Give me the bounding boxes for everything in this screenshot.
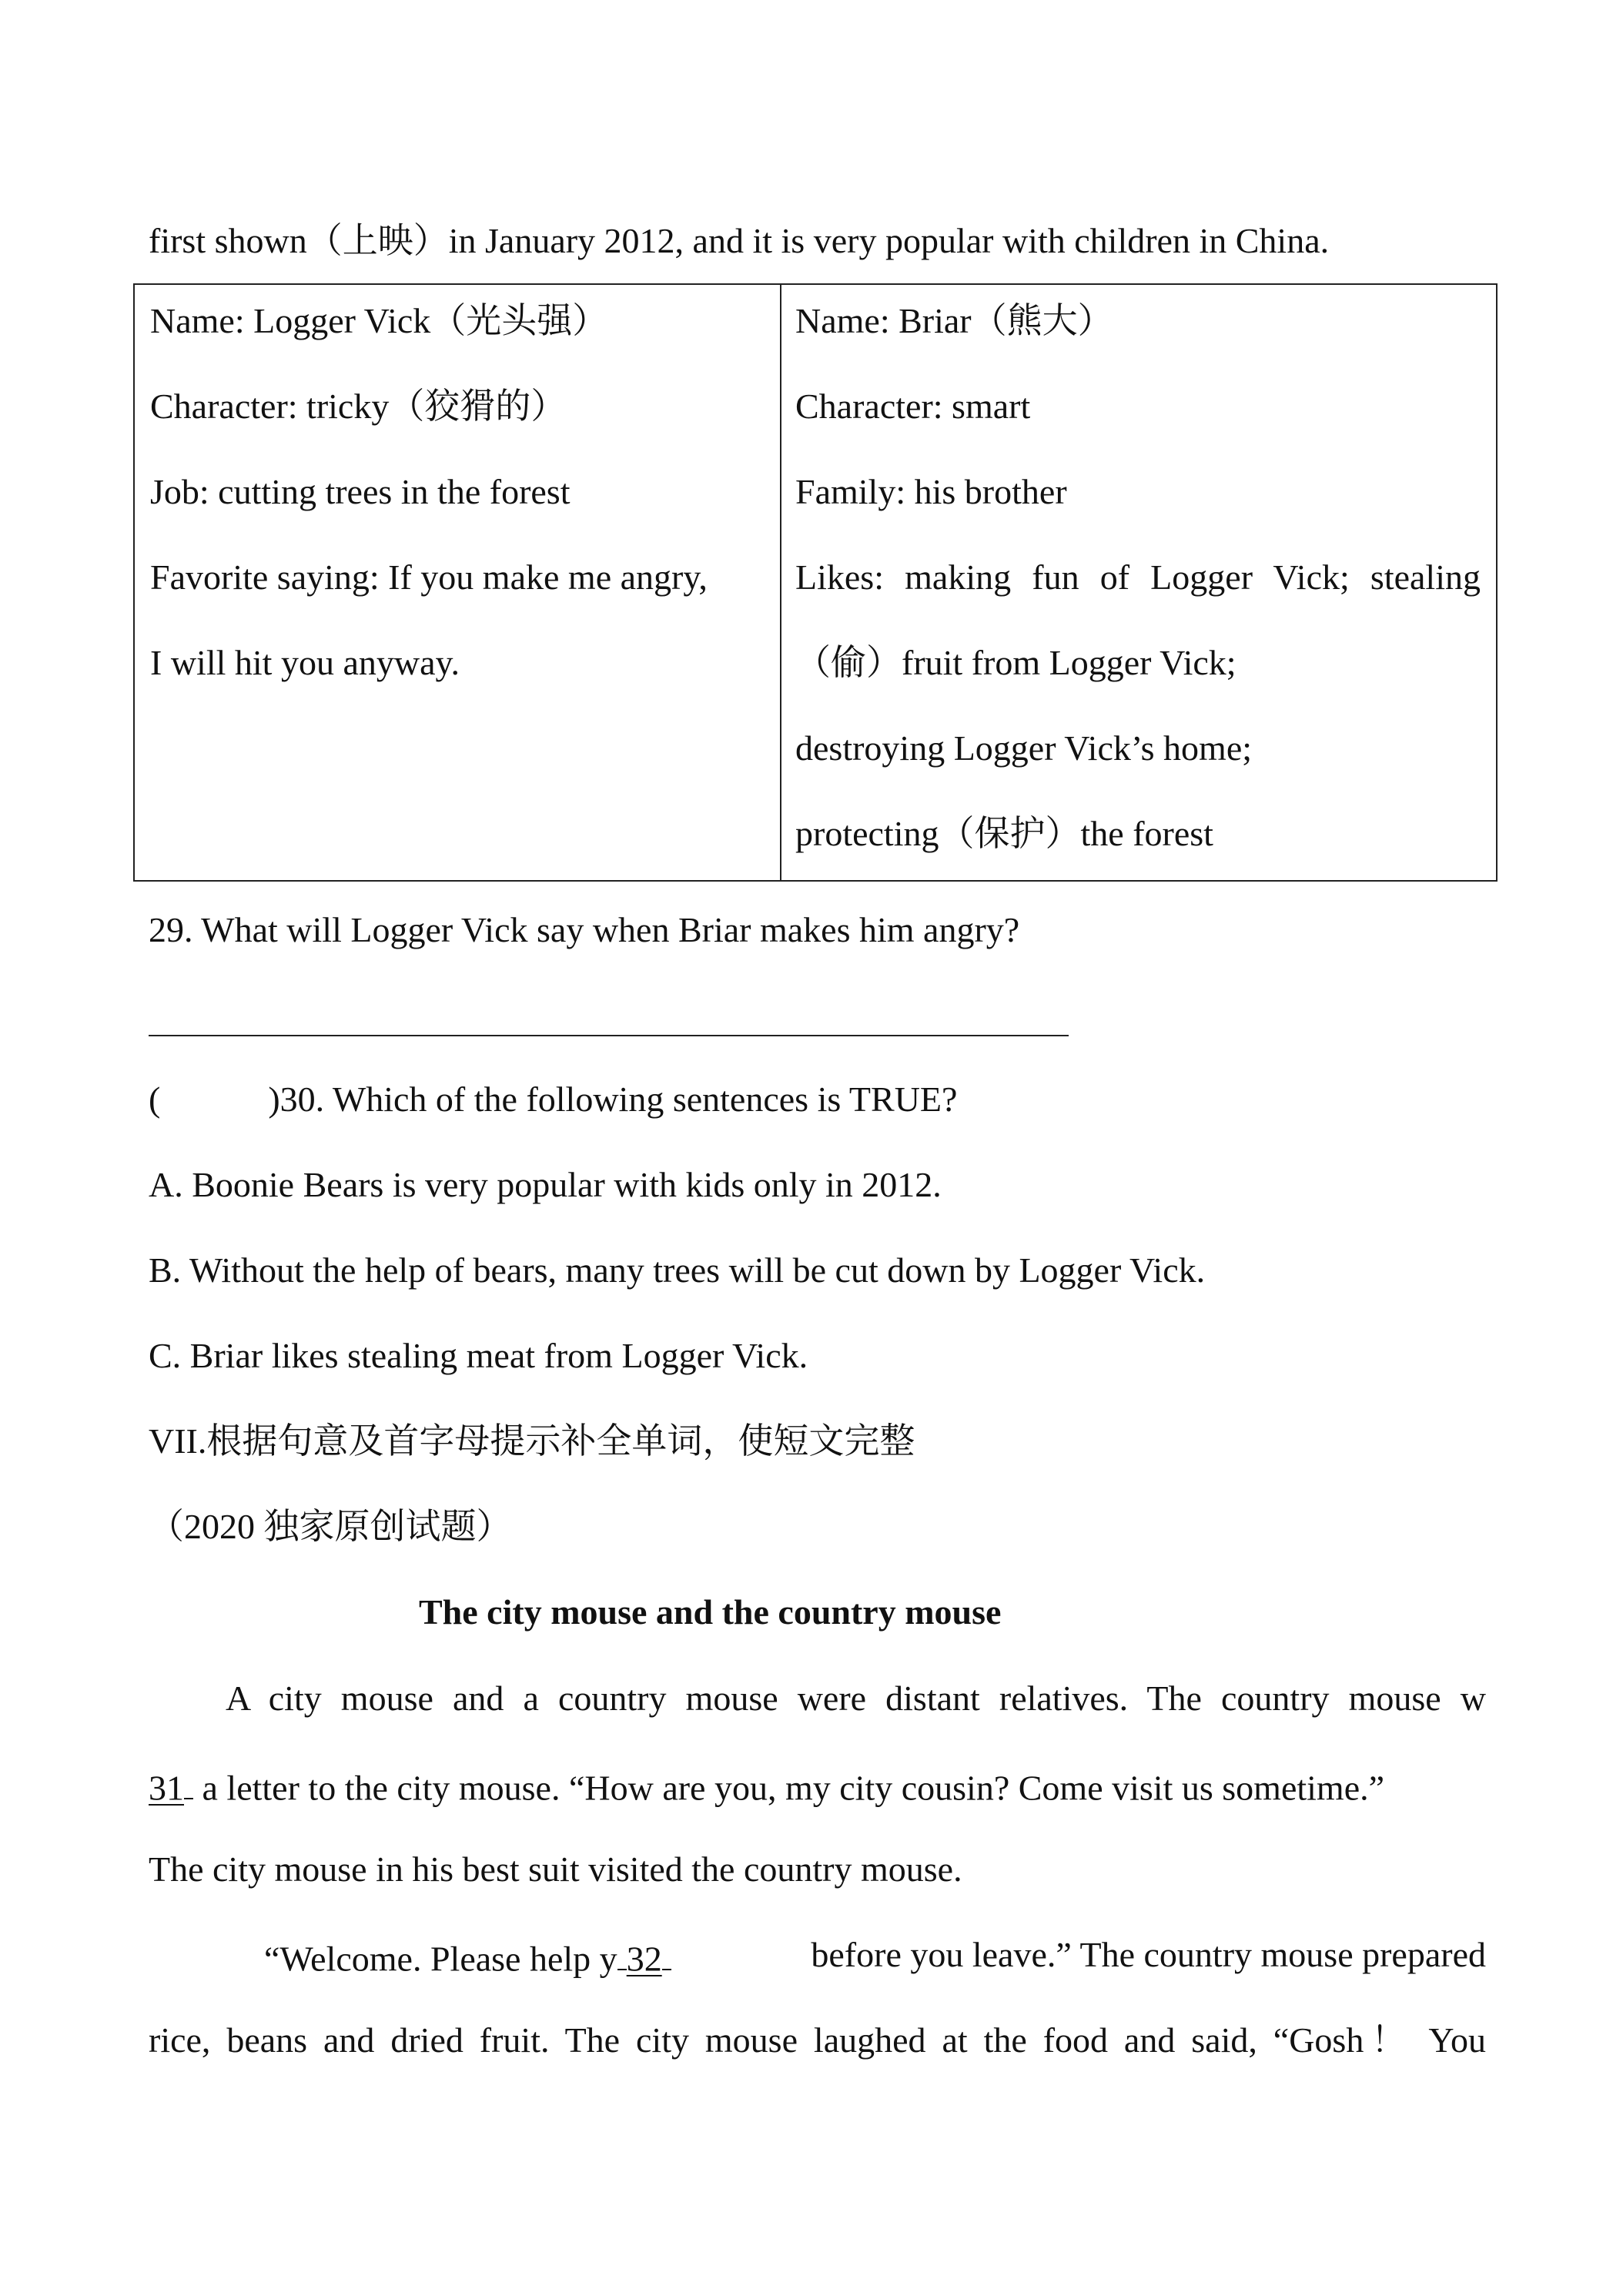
paragraph-2-line-1	[264, 1935, 1486, 1979]
paragraph-2-line-1-rest: before you leave.” The country mouse prepared	[811, 1935, 1486, 1974]
source-note: （2020 独家原创试题）	[149, 1507, 512, 1546]
paragraph-2-start: “Welcome. Please help y 32	[264, 1937, 671, 1976]
briar-name: Name: Briar（熊大）	[795, 301, 1113, 340]
logger-vick-job: Job: cutting trees in the forest	[150, 472, 571, 511]
briar-likes-cont-2: destroying Logger Vick’s home;	[795, 728, 1253, 768]
answer-line-29[interactable]	[149, 1035, 1069, 1036]
blank-32-underline-right	[662, 1937, 671, 1970]
paragraph-2-line-2: rice, beans and dried fruit. The city mouse laughed at the food and said, “Gosh！ You	[149, 2020, 1486, 2060]
question-30	[149, 1079, 958, 1119]
blank-32-underline-left	[617, 1937, 627, 1970]
paragraph-1-line-1: A city mouse and a country mouse were distant relatives. The country mouse w	[226, 1678, 1486, 1718]
logger-vick-name: Name: Logger Vick（光头强）	[150, 301, 608, 340]
briar-character: Character: smart	[795, 387, 1031, 426]
briar-likes-cont-3: protecting（保护）the forest	[795, 814, 1213, 853]
blank-31[interactable]: 31	[149, 1768, 184, 1808]
briar-likes: Likes: making fun of Logger Vick; stealing	[795, 557, 1481, 597]
blank-31-underline	[184, 1766, 193, 1799]
question-30-text: )30. Which of the following sentences is TRUE?	[268, 1079, 958, 1119]
answer-bracket-open: (	[149, 1079, 161, 1119]
logger-vick-saying: Favorite saying: If you make me angry,	[150, 557, 708, 597]
briar-likes-cont-1: （偷）fruit from Logger Vick;	[795, 643, 1236, 682]
question-29: 29. What will Logger Vick say when Briar makes him angry?	[149, 910, 1020, 949]
section-heading-vii: VII.根据句意及首字母提示补全单词，使短文完整	[149, 1421, 915, 1461]
option-c: C. Briar likes stealing meat from Logger Vick.	[149, 1336, 808, 1375]
table-column-divider	[780, 285, 781, 880]
passage-title: The city mouse and the country mouse	[419, 1592, 1002, 1632]
option-b: B. Without the help of bears, many trees will be cut down by Logger Vick.	[149, 1250, 1206, 1290]
logger-vick-saying-cont: I will hit you anyway.	[150, 643, 460, 682]
intro-sentence: first shown（上映）in January 2012, and it is very popular with children in China.	[149, 221, 1330, 260]
character-table	[133, 283, 1498, 882]
blank-32[interactable]: 32	[626, 1939, 662, 1979]
paragraph-1-line-3: The city mouse in his best suit visited the country mouse.	[149, 1849, 962, 1889]
option-a: A. Boonie Bears is very popular with kids only in 2012.	[149, 1165, 942, 1204]
briar-family: Family: his brother	[795, 472, 1067, 511]
paragraph-1-line-2-text: a letter to the city mouse. “How are you, my city cousin? Come visit us sometime.”	[202, 1768, 1385, 1808]
paragraph-1-line-2	[149, 1766, 1384, 1806]
logger-vick-character: Character: tricky（狡猾的）	[150, 387, 567, 426]
